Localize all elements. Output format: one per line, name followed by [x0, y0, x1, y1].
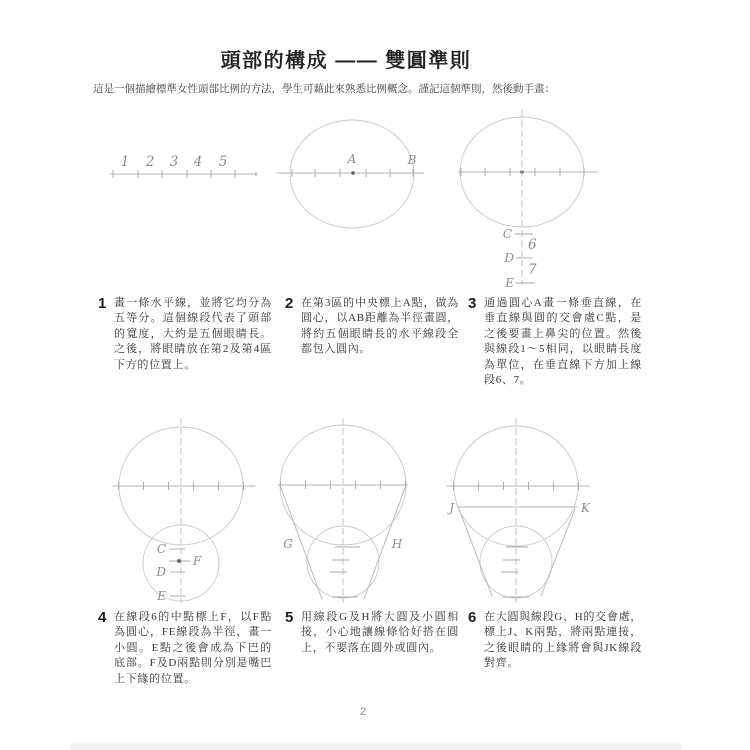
intro-text: 這是一個描繪標準女性頭部比例的方法，學生可藉此來熟悉比例概念。謹記這個準則，然後動手畫：: [93, 84, 555, 95]
tangent-line-g: [459, 509, 492, 596]
step-text-6: 在大圓與線段G、H的交會處，標上J、K兩點，將兩點連接，之後眼睛的上緣將會與JK線段對齊。: [484, 611, 642, 670]
step-number-4: 4: [98, 609, 107, 626]
label-seg7: 7: [528, 262, 537, 278]
figure-step2-circle-ab: [272, 110, 437, 245]
label-c: C: [156, 542, 166, 556]
step-text-3: 通過圓心A畫一條垂直線，在垂直線與圓的交會處C點，是之後要畫上鼻尖的位置。然後與線段1～5相同，以眼睛長度為單位，在垂直線下方加上線段6、7。: [484, 297, 642, 387]
segment-label-3: 3: [169, 154, 179, 170]
label-b: B: [407, 153, 417, 167]
label-e: E: [505, 276, 514, 290]
page-bottom-edge: [70, 743, 682, 750]
segment-label-5: 5: [218, 154, 228, 170]
step-number-1: 1: [98, 295, 107, 312]
page-title: 頭部的構成 —— 雙圓準則: [220, 50, 472, 72]
label-seg6: 6: [528, 237, 537, 253]
step-text-2: 在第3區的中央標上A點，做為圓心，以AB距離為半徑畫圓，將約五個眼睛長的水平線段全都包入圓內。: [301, 297, 459, 356]
step-number-5: 5: [285, 609, 294, 626]
figure-step6-eyeline: [445, 413, 630, 608]
step-text-1: 畫一條水平線，並將它均分為五等分。這個線段代表了頭部的寬度，大約是五個眼睛長。之後，將眼睛放在第2及第4區下方的位置上。: [114, 297, 272, 371]
step-caption-4: [98, 610, 272, 687]
segment-label-1: 1: [120, 154, 130, 170]
label-a: A: [347, 152, 357, 166]
segment-label-2: 2: [145, 154, 155, 170]
step-number-6: 6: [468, 609, 477, 626]
label-j: J: [449, 501, 454, 515]
step-caption-3: [468, 296, 642, 388]
center-point-a: [351, 171, 355, 175]
figure-step1-ruler: [100, 130, 270, 190]
label-d: D: [156, 565, 166, 579]
step-caption-6: [468, 610, 642, 672]
step-text-4: 在線段6的中點標上F，以F點為圓心，FE線段為半徑，畫一小圓。E點之後會成為下巴的底部。F及D兩點則分別是嘴巴上下緣的位置。: [114, 611, 272, 685]
step-caption-1: [98, 296, 272, 373]
page-number: 2: [359, 706, 367, 718]
tangent-line-h: [541, 509, 575, 596]
label-k: K: [581, 501, 590, 515]
label-e: E: [157, 589, 166, 603]
feature-dashes: [501, 547, 529, 597]
label-g: G: [283, 537, 293, 551]
step-caption-2: [285, 296, 459, 358]
figure-step3-vertical-axis: [450, 108, 650, 293]
step-number-3: 3: [468, 295, 477, 312]
figure-step5-tangents: [272, 413, 427, 608]
label-f: F: [193, 554, 202, 568]
figure-step4-chin-circle: [110, 413, 265, 608]
step-number-2: 2: [285, 295, 294, 312]
feature-dashes: [330, 547, 360, 597]
label-h: H: [391, 537, 403, 551]
label-d: D: [504, 251, 514, 265]
segment-label-4: 4: [193, 154, 203, 170]
center-point-f: [177, 559, 181, 563]
label-c: C: [502, 227, 512, 241]
step-caption-5: [285, 610, 459, 656]
step-text-5: 用線段G及H將大圓及小圓相接，小心地讓線條恰好搭在圓上，不要落在圓外或圓內。: [301, 611, 459, 654]
